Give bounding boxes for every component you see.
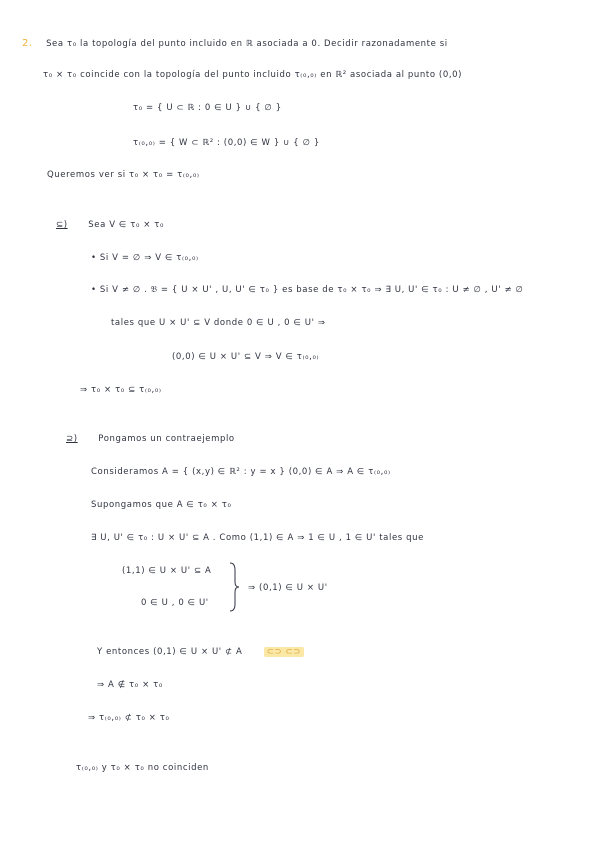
part1-header [56,220,164,230]
system-result: ⇒ (0,1) ∈ U × U' [248,583,328,593]
definition-tau0: τ₀ = { U ⊂ ℝ : 0 ∈ U } ∪ { ∅ } [133,103,282,113]
supongamos-line: Supongamos que A ∈ τ₀ × τ₀ [91,500,232,510]
goal-statement: Queremos ver si τ₀ × τ₀ = τ₍₀,₀₎ [47,170,200,180]
definition-tau00: τ₍₀,₀₎ = { W ⊂ ℝ² : (0,0) ∈ W } ∪ { ∅ } [133,138,320,148]
part1-label: ⊆) [56,220,68,230]
part1-sea: Sea V ∈ τ₀ × τ₀ [88,220,164,230]
result-part1: ⇒ τ₀ × τ₀ ⊆ τ₍₀,₀₎ [80,385,162,395]
part2-title: Pongamos un contraejemplo [98,434,235,444]
exercise-header [22,38,448,49]
exercise-number: 2. [22,38,33,49]
not-in-line: ⇒ A ∉ τ₀ × τ₀ [97,680,163,690]
statement-line-1: Sea τ₀ la topología del punto incluido en ℝ asociada a 0. Decidir razonadamente si [46,39,448,49]
entonces-line [97,647,304,657]
system-line-1: (1,1) ∈ U × U' ⊆ A [122,566,212,576]
curly-brace-icon [229,562,239,612]
highlight-mark: ⊂⊃ ⊂⊃ [264,647,304,657]
tales-line: tales que U × U' ⊆ V donde 0 ∈ U , 0 ∈ U' ⇒ [111,318,326,328]
part2-label: ⊇) [66,434,78,444]
result-part2: ⇒ τ₍₀,₀₎ ⊄ τ₀ × τ₀ [88,713,170,723]
consideramos-line: Consideramos A = { (x,y) ∈ ℝ² : y = x } (0,0) ∈ A ⇒ A ∈ τ₍₀,₀₎ [91,467,391,477]
final-conclusion: τ₍₀,₀₎ y τ₀ × τ₀ no coinciden [76,763,209,773]
part2-header [66,434,235,444]
conclusion-in: (0,0) ∈ U × U' ⊆ V ⇒ V ∈ τ₍₀,₀₎ [172,352,320,362]
entonces-text: Y entonces (0,1) ∈ U × U' ⊄ A [97,647,243,657]
case-empty: • Si V = ∅ ⇒ V ∈ τ₍₀,₀₎ [91,253,199,263]
statement-line-2: τ₀ × τ₀ coincide con la topología del punto incluido τ₍₀,₀₎ en ℝ² asociada al punto (0,0) [43,70,463,80]
exists-line: ∃ U, U' ∈ τ₀ : U × U' ⊆ A . Como (1,1) ∈ A ⇒ 1 ∈ U , 1 ∈ U' tales que [91,533,424,543]
system-line-2: 0 ∈ U , 0 ∈ U' [141,598,209,608]
case-nonempty: • Si V ≠ ∅ . 𝔅 = { U × U' , U, U' ∈ τ₀ } es base de τ₀ × τ₀ ⇒ ∃ U, U' ∈ τ₀ : U ≠ ∅ , U' ≠ ∅ [91,285,524,295]
